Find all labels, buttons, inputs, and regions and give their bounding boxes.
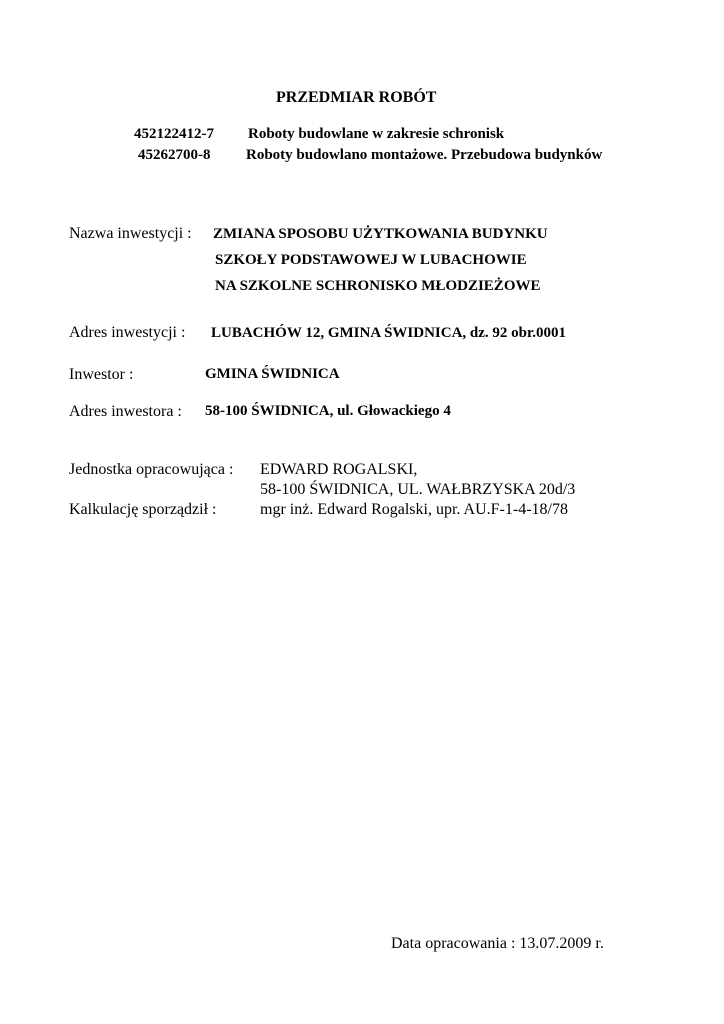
preparation-date: Data opracowania : 13.07.2009 r.	[391, 935, 604, 952]
investment-name-label: Nazwa inwestycji :	[69, 225, 192, 242]
cpv-description-2: Roboty budowlano montażowe. Przebudowa budynków	[246, 147, 603, 163]
investment-name-line-3: NA SZKOLNE SCHRONISKO MŁODZIEŻOWE	[215, 278, 541, 294]
preparing-unit-label: Jednostka opracowująca :	[69, 461, 234, 478]
investment-address-value: LUBACHÓW 12, GMINA ŚWIDNICA, dz. 92 obr.0001	[211, 325, 567, 341]
investor-label: Inwestor :	[69, 366, 134, 383]
calculation-by-value: mgr inż. Edward Rogalski, upr. AU.F-1-4-18/78	[260, 501, 568, 518]
investment-address-label: Adres inwestycji :	[69, 324, 186, 341]
cpv-code-2: 45262700-8	[138, 147, 211, 163]
investment-name-line-1: ZMIANA SPOSOBU UŻYTKOWANIA BUDYNKU	[213, 226, 548, 242]
document-title: PRZEDMIAR ROBÓT	[276, 89, 437, 106]
preparing-unit-line-1: EDWARD ROGALSKI,	[260, 461, 418, 478]
cpv-code-1: 452122412-7	[134, 126, 214, 142]
investor-address-label: Adres inwestora :	[69, 403, 182, 420]
calculation-by-label: Kalkulację sporządził :	[69, 501, 217, 518]
investor-address-value: 58-100 ŚWIDNICA, ul. Głowackiego 4	[205, 403, 451, 419]
cpv-description-1: Roboty budowlane w zakresie schronisk	[248, 126, 505, 142]
investor-value: GMINA ŚWIDNICA	[205, 366, 340, 382]
investment-name-line-2: SZKOŁY PODSTAWOWEJ W LUBACHOWIE	[215, 252, 527, 268]
preparing-unit-line-2: 58-100 ŚWIDNICA, UL. WAŁBRZYSKA 20d/3	[260, 481, 576, 498]
